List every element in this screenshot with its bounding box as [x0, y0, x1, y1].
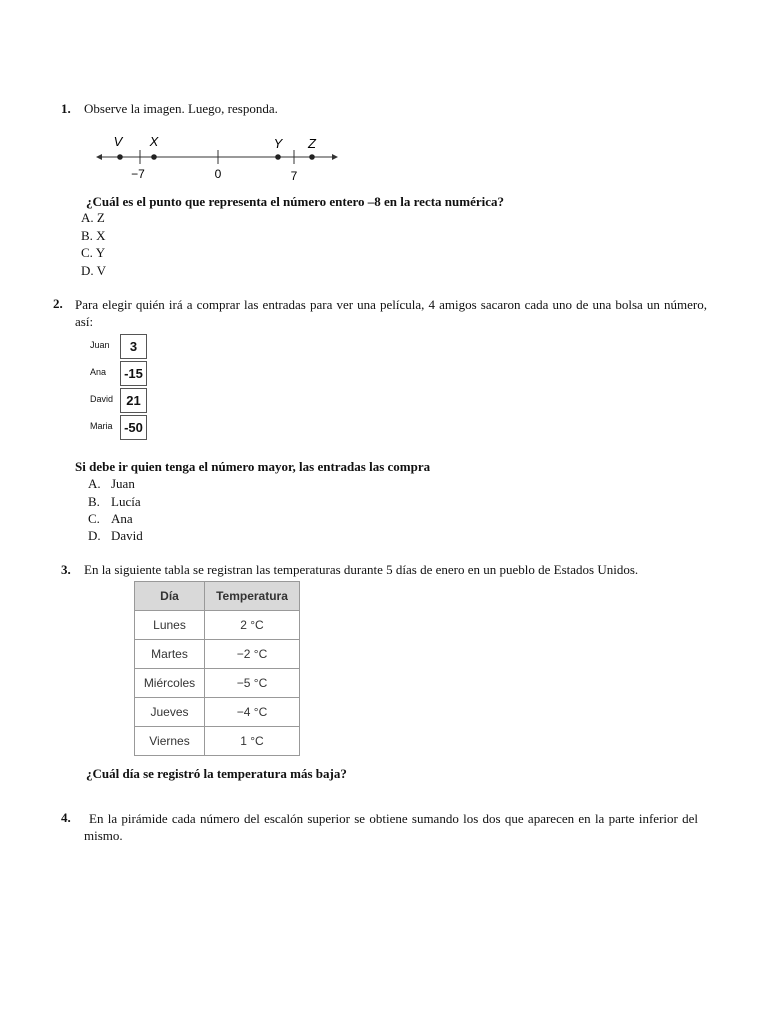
temperature-table — [134, 581, 300, 756]
point-v — [117, 154, 123, 160]
q4-number: 4. — [61, 810, 71, 825]
table-row — [135, 640, 300, 669]
tick-label-zero: 0 — [214, 167, 222, 181]
q2-option-b-letter: B. — [88, 494, 100, 509]
q1-prompt: Observe la imagen. Luego, responda. — [84, 101, 278, 116]
cell-day: Lunes — [135, 611, 205, 640]
number-line-right-arrow — [332, 154, 338, 160]
table-row — [135, 669, 300, 698]
q2-number: 2. — [53, 296, 63, 311]
cell-day: Viernes — [135, 727, 205, 756]
cell-temperature: 1 °C — [205, 727, 300, 756]
person-value-maria: -50 — [120, 415, 147, 440]
person-value-david: 21 — [120, 388, 147, 413]
q2-prompt: Para elegir quién irá a comprar las entradas para ver una película, 4 amigos sacaron cada uno de una bolsa un número, así: — [75, 297, 707, 329]
q3-question: ¿Cuál día se registró la temperatura más baja? — [86, 766, 347, 781]
q1-number: 1. — [61, 101, 71, 116]
q2-option-c-letter: C. — [88, 511, 100, 526]
point-label-v: V — [113, 134, 123, 149]
cell-temperature: 2 °C — [205, 611, 300, 640]
cell-temperature: −2 °C — [205, 640, 300, 669]
person-value-ana: -15 — [120, 361, 147, 386]
header-temperature: Temperatura — [205, 582, 300, 611]
person-name-ana: Ana — [90, 367, 107, 377]
person-name-maria: Maria — [90, 421, 113, 431]
q2-option-c[interactable]: Ana — [111, 511, 133, 526]
q2-option-d[interactable]: David — [111, 528, 143, 543]
q2-option-b[interactable]: Lucía — [111, 494, 141, 509]
q3-prompt: En la siguiente tabla se registran las temperaturas durante 5 días de enero en un pueblo de Estados Unidos. — [84, 562, 639, 577]
cell-day: Miércoles — [135, 669, 205, 698]
person-name-juan: Juan — [90, 340, 110, 350]
q3-number: 3. — [61, 562, 71, 577]
header-day: Día — [135, 582, 205, 611]
cell-day: Martes — [135, 640, 205, 669]
q2-option-d-letter: D. — [88, 528, 101, 543]
q1-option-a[interactable]: A. Z — [81, 210, 105, 225]
tick-label-minus-7: −7 — [131, 167, 145, 181]
point-label-y: Y — [273, 136, 283, 151]
q1-option-c[interactable]: C. Y — [81, 245, 106, 260]
point-y — [275, 154, 281, 160]
q2-option-a-letter: A. — [88, 476, 101, 491]
point-label-x: X — [149, 134, 159, 149]
q2-question: Si debe ir quien tenga el número mayor, las entradas las compra — [75, 459, 431, 474]
q1-option-d[interactable]: D. V — [81, 263, 107, 278]
cell-temperature: −4 °C — [205, 698, 300, 727]
point-x — [151, 154, 157, 160]
person-name-david: David — [90, 394, 114, 404]
table-row — [135, 698, 300, 727]
q2-option-a[interactable]: Juan — [111, 476, 135, 491]
q1-question: ¿Cuál es el punto que representa el número entero –8 en la recta numérica? — [86, 194, 505, 209]
table-row — [135, 727, 300, 756]
cell-day: Jueves — [135, 698, 205, 727]
cell-temperature: −5 °C — [205, 669, 300, 698]
q4-prompt: En la pirámide cada número del escalón superior se obtiene sumando los dos que aparecen en la parte inferior del mismo. — [84, 811, 698, 843]
q1-option-b[interactable]: B. X — [81, 228, 106, 243]
number-line — [88, 128, 344, 184]
table-row — [135, 611, 300, 640]
person-value-juan: 3 — [120, 334, 147, 359]
table-header-row — [135, 582, 300, 611]
tick-label-plus-7: 7 — [290, 169, 298, 183]
point-z — [309, 154, 315, 160]
number-line-left-arrow — [96, 154, 102, 160]
point-label-z: Z — [308, 136, 316, 151]
